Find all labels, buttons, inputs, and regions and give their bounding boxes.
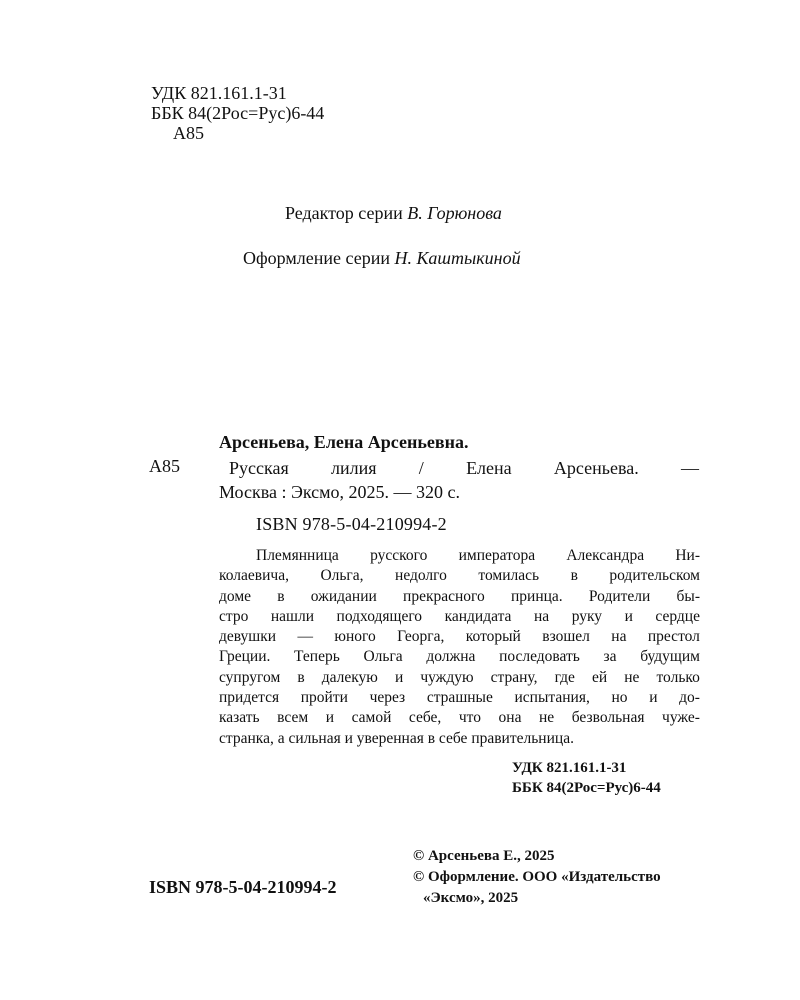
copyright-design-cont: «Эксмо», 2025 — [423, 890, 519, 906]
annotation-word: бы- — [676, 587, 700, 605]
annotation-line — [219, 546, 700, 566]
annotation-word: Ольга, — [320, 567, 364, 585]
title-line — [219, 456, 699, 480]
annotation-word: страшные — [426, 689, 493, 707]
annotation-word: и — [394, 668, 404, 686]
annotation-word: который — [465, 628, 521, 646]
title-separator: / — [418, 458, 424, 478]
annotation-word: безвольная — [571, 709, 645, 727]
bibliographic-description — [219, 456, 699, 504]
annotation-word: юного — [334, 628, 376, 646]
annotation-word: до- — [679, 689, 700, 707]
annotation-word: подходящего — [336, 607, 423, 625]
title-word: Русская — [229, 458, 289, 478]
annotation-word: престол — [647, 628, 700, 646]
annotation-word: родительском — [609, 567, 700, 585]
annotation-word: только — [656, 668, 700, 686]
annotation-word: страну, — [490, 668, 538, 686]
series-editor-credit — [285, 203, 502, 224]
footer-bbk-code: ББК 84(2Рос=Рус)6-44 — [512, 780, 661, 796]
annotation-word: что — [458, 709, 481, 727]
annotation-word: Ольга — [363, 648, 403, 666]
classification-block — [151, 83, 324, 143]
annotation-word: должна — [426, 648, 476, 666]
annotation-word: казать — [219, 709, 260, 727]
series-design-label: Оформление серии — [243, 248, 390, 268]
annotation-word: и — [325, 709, 335, 727]
udk-code: УДК 821.161.1-31 — [151, 83, 287, 103]
annotation-word: Ни- — [675, 547, 700, 564]
copyright-design: © Оформление. ООО «Издательство — [413, 869, 661, 885]
annotation-word: колаевича, — [219, 567, 289, 585]
annotation-word: доме — [219, 587, 252, 605]
annotation-word: в — [297, 668, 305, 686]
annotation-line — [219, 708, 700, 728]
annotation-word: чуже- — [662, 709, 700, 727]
bibliographic-author-mark: А85 — [149, 456, 180, 476]
annotation-word: не — [539, 709, 555, 727]
annotation-word: придется — [219, 689, 280, 707]
title-word: лилия — [331, 458, 377, 478]
annotation-word: Теперь — [294, 648, 340, 666]
annotation-word: самой — [351, 709, 392, 727]
annotation-word: сердце — [655, 607, 700, 625]
footer-udk-code: УДК 821.161.1-31 — [512, 760, 627, 776]
annotation-word: супругом — [219, 668, 281, 686]
annotation-word: Александра — [566, 547, 645, 564]
annotation-word: чуждую — [420, 668, 474, 686]
copyright-block — [413, 846, 661, 909]
annotation-word: в — [277, 587, 285, 605]
annotation-line — [219, 566, 700, 586]
annotation-line — [219, 607, 700, 627]
annotation-line — [219, 627, 700, 647]
author-heading: Арсеньева, Елена Арсеньевна. — [219, 432, 469, 452]
annotation-word: Греции. — [219, 648, 271, 666]
annotation-line — [219, 668, 700, 688]
author-word: Арсеньева. — [553, 458, 639, 478]
annotation-word: в — [570, 567, 578, 585]
annotation-word: будущим — [640, 648, 700, 666]
annotation-word: всем — [277, 709, 309, 727]
annotation-word: но — [611, 689, 628, 707]
copyright-author: © Арсеньева Е., 2025 — [413, 848, 555, 864]
series-design-name: Н. Каштыкиной — [394, 248, 521, 268]
annotation-word: испытания, — [514, 689, 590, 707]
annotation-word: русского — [370, 547, 428, 564]
imprint-line: Москва : Эксмо, 2025. — 320 с. — [219, 482, 461, 502]
annotation-word: Родители — [588, 587, 651, 605]
annotation-word: за — [603, 648, 617, 666]
annotation-word: через — [369, 689, 406, 707]
annotation-word: она — [498, 709, 522, 727]
annotation-word: руку — [571, 607, 603, 625]
annotation-line — [219, 688, 700, 708]
bbk-code: ББК 84(2Рос=Рус)6-44 — [151, 103, 325, 123]
annotation-word: недолго — [395, 567, 447, 585]
annotation-word: кандидата — [444, 607, 512, 625]
annotation-line: странка, а сильная и уверенная в себе правительница. — [219, 729, 574, 747]
annotation-word: императора — [458, 547, 536, 564]
annotation-word: пройти — [300, 689, 348, 707]
isbn-footer: ISBN 978-5-04-210994-2 — [149, 877, 337, 897]
footer-classification — [512, 758, 661, 798]
annotation-word: не — [624, 668, 640, 686]
annotation-word: прекрасного — [403, 587, 485, 605]
author-mark: А85 — [173, 123, 204, 143]
annotation-word: последовать — [499, 648, 580, 666]
annotation-word: и — [624, 607, 633, 625]
annotation-word: ей — [591, 668, 608, 686]
annotation-line — [219, 587, 700, 607]
annotation-word: себе, — [408, 709, 442, 727]
dash-separator: — — [680, 458, 699, 478]
annotation-word: Георга, — [397, 628, 445, 646]
annotation-line — [219, 647, 700, 667]
series-editor-label: Редактор серии — [285, 203, 403, 223]
series-editor-name: В. Горюнова — [407, 203, 502, 223]
annotation-word: и — [649, 689, 658, 707]
annotation-word: взошел — [542, 628, 590, 646]
annotation — [219, 546, 700, 749]
annotation-word: на — [611, 628, 627, 646]
annotation-word: далекую — [321, 668, 378, 686]
author-word: Елена — [466, 458, 512, 478]
annotation-word: девушки — [219, 628, 277, 646]
annotation-word: принца. — [511, 587, 563, 605]
isbn-bibliographic: ISBN 978-5-04-210994-2 — [256, 514, 447, 534]
annotation-word: — — [297, 628, 313, 646]
annotation-word: нашли — [270, 607, 315, 625]
series-design-credit — [243, 248, 521, 269]
annotation-word: на — [533, 607, 550, 625]
annotation-word: стро — [219, 607, 249, 625]
annotation-word: ожидании — [310, 587, 377, 605]
annotation-word: томилась — [478, 567, 540, 585]
annotation-word: где — [554, 668, 575, 686]
annotation-word: Племянница — [256, 547, 339, 564]
